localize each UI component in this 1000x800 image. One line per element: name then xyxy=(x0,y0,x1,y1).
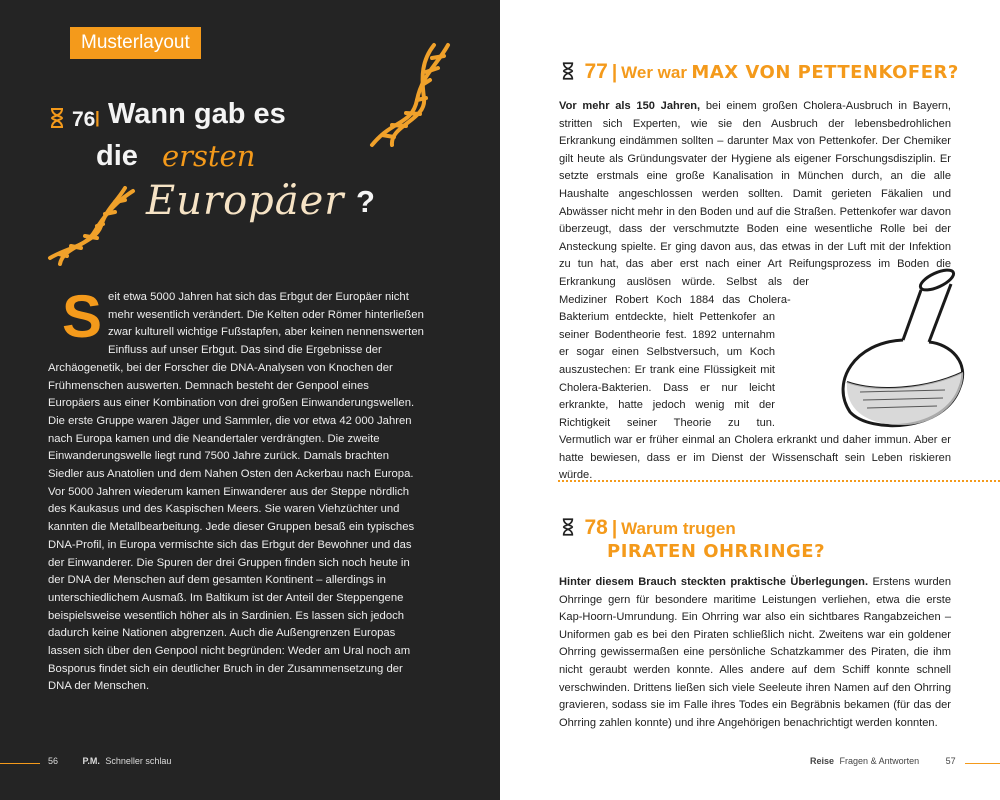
title-line-3: Europäer xyxy=(146,178,345,224)
question-76-body xyxy=(48,283,424,696)
body-text-b: erst nach einer Art Reifungsprozess im Boden die Erkrankung auslösen würde. Selbst als der Mediziner Robert Koch 1884 das Cholera-Bakterium entdeckte, hielt Pettenkofer an seiner Bodentheorie fest. 1892 unternahm er sogar einen Selbstversuch, um Koch auszustechen: Er trank eine Flüssigkeit mit Cholera-Bakterien. Dass er nur leicht erkrankte, hatte jedoch wenig mit der Richtigkeit seiner Theorie zu tun. Vermutlich war er früher einmal an Cholera erkrankt und daher immun. Aber er hatte bewiesen, dass er im Dienst der Wissenschaft sein Leben riskieren würde. xyxy=(559,258,952,482)
lead-text: Vor mehr als 150 Jahren, xyxy=(559,100,701,112)
body-text: Erstens wurden Ohrringe gern für besondere maritime Leistungen verliehen, etwa die erste Kap-Hoorn-Umrundung. Ein Ohrring war also ein sichtbares Rangabzeichen – Uniformen gab es bei den Piraten schließlich nicht. Zweitens war ein goldener Ohrring gewissermaßen eine persönliche Schatzkammer des Piraten, die ihm nicht geraubt werden konnte. Alles andere auf dem Schiff konnte schnell verschwinden. Drittens ließen sich viele Seeleute ihren Namen auf den Ohrring gravieren, sodass sie im Falle ihres Todes ein Begräbnis bekamen (für das der Ohrring zahlen konnte) und ihre Angehörigen benachrichtigt werden konnten. xyxy=(559,576,951,729)
lead-text: Hinter diesem Brauch steckten praktische Überlegungen. xyxy=(559,576,869,588)
page-number: 56 xyxy=(48,756,59,766)
footer-left xyxy=(48,756,171,766)
separator-bar: | xyxy=(95,108,100,127)
footer-right xyxy=(810,756,956,766)
hourglass-icon xyxy=(562,518,574,536)
footer-series: Fragen & Antworten xyxy=(839,756,920,766)
footer-brand: Reise xyxy=(810,756,835,766)
footer-rule xyxy=(0,763,40,764)
question-number: 78 xyxy=(584,516,608,539)
hourglass-icon xyxy=(562,62,574,80)
musterlayout-tag: Musterlayout xyxy=(70,27,201,59)
title-part-a: Wer war xyxy=(621,63,687,82)
question-78-body xyxy=(559,574,951,732)
title-line-2a: die xyxy=(96,140,138,172)
footer-rule xyxy=(965,763,1000,764)
question-78-heading xyxy=(562,517,825,564)
footer-series: Schneller schlau xyxy=(105,756,172,766)
body-text: eit etwa 5000 Jahren hat sich das Erbgut der Europäer nicht mehr wesentlich verändert. Die Kelten oder Römer hinterließen zwar kulturell wichtige Fußstapfen, aber keinen nennenswerten Einfluss auf unser Erbgut. Das sind die Ergebnisse der Archäogenetik, bei der Forscher die DNA-Analysen von Knochen der Frühmenschen auswerten. Demnach besteht der Genpool eines Europäers aus einer Kombination von drei großen Einwanderungswellen. Die erste Gruppe waren Jäger und Sammler, die vor etwa 42 000 Jahren nach Europa kamen und die Neandertaler verdrängten. Die zweite Einwanderungswelle liegt rund 7500 Jahre zurück. Damals brachten Siedler aus Anatolien und dem Nahen Osten den Ackerbau nach Europa. Vor 5000 Jahren wiederum kamen Einwanderer aus der Steppe nördlich des Kaukasus und des Kaspischen Meers. Sie waren Viehzüchter und kannten die Metallbearbeitung. Jede dieser Gruppen besaß ein typisches DNA-Profil, in Europa vermischte sich das Erbgut der Bewohner und das der Einwanderer. Die Spuren der drei Gruppen finden sich noch heute in der DNA der Menschen auf dem gesamten Kontinent – allerdings in unterschiedlichem Ausmaß. Im Baltikum ist der Anteil der Steppengene beispielsweise wesentlich höher als in Sardinien. Es lassen sich jedoch dadurch keine Nationen abgrenzen. Auch die Außengrenzen Europas lassen sich über den Genpool nicht begründen: Weder am Ural noch am Bosporus findet sich ein deutlicher Bruch in der Zusammensetzung der DNA der Menschen. xyxy=(48,291,424,693)
separator-bar: | xyxy=(611,518,618,539)
body-text-a: bei einem großen Cholera-Ausbruch in Bayern, stritten sich Experten, wie sie den Ausbruch der lebensbedrohlichen Erkrankung eindämmen sollten – darunter Max von Pettenkofer. Der Chemiker gilt heute als Gründungsvater der Hygiene als eigener Forschungsdisziplin. Er setzte erstmals eine große Kanalisation in München durch, an die alle Haushalte angeschlossen werden sollten. Damit gerieten Fäkalien und Abwässer nicht mehr in den Boden und auf die Straßen. Pettenkofer war davon überzeugt, dass der verschmutzte Boden eine wesentliche Rolle bei der Ansteckung spielte. Er ging davon aus, das etwas in der Luft mit der Infektion zu tun hat, das aber xyxy=(559,100,951,271)
title-part-b: MAX VON PETTENKOFER? xyxy=(691,62,959,83)
dna-helix-icon xyxy=(362,40,454,150)
title-part-a: Warum trugen xyxy=(621,519,736,538)
separator-bar: | xyxy=(611,62,618,83)
page-number: 57 xyxy=(945,756,956,766)
section-divider xyxy=(558,480,1000,482)
title-line-1: Wann gab es xyxy=(108,98,286,130)
question-number: 76 xyxy=(72,108,96,131)
dropcap: S xyxy=(62,283,103,350)
title-part-b: PIRATEN OHRRINGE? xyxy=(607,541,826,562)
right-page xyxy=(500,0,1000,800)
flask-illustration xyxy=(825,262,975,432)
hourglass-icon xyxy=(50,108,64,128)
question-number: 77 xyxy=(584,60,608,83)
title-line-2b: ersten xyxy=(162,139,256,173)
footer-brand: P.M. xyxy=(82,756,100,766)
question-77-heading xyxy=(562,60,959,84)
title-question-mark: ? xyxy=(356,184,375,219)
dna-helix-icon xyxy=(45,186,137,266)
